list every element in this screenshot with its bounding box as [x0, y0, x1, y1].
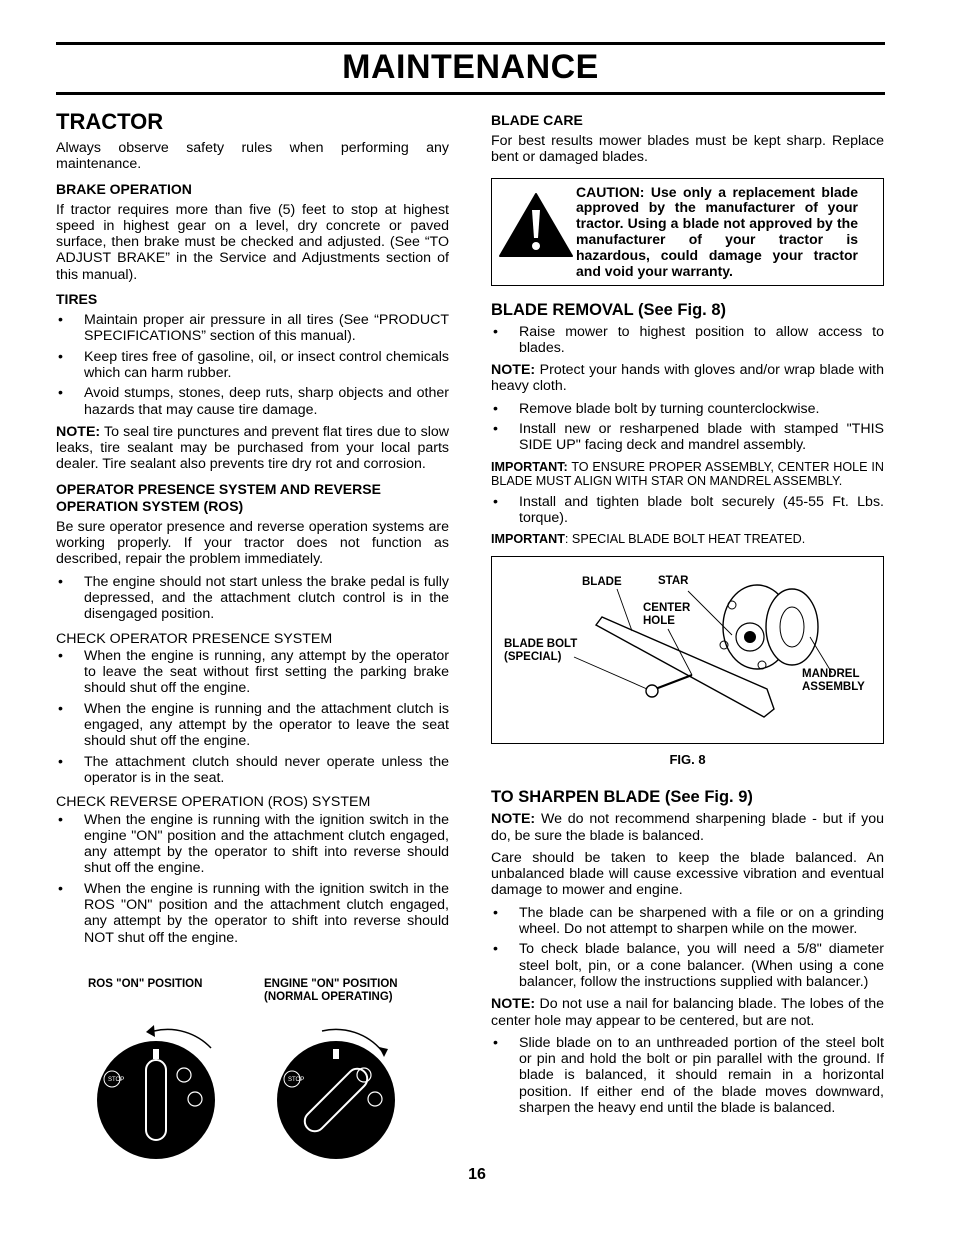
list-item: • Remove blade bolt by turning counterclockwise. [491, 401, 884, 417]
sharpen-note-2 [491, 996, 884, 1029]
left-column [56, 110, 449, 952]
sharpen-text: Care should be taken to keep the blade balanced. An unbalanced blade will cause excessive vibration and eventual damage to mower and engine. [491, 849, 884, 899]
list-item: • To check blade balance, you will need a 5/8" diameter steel bolt, pin, or a cone balancer. (When using a cone balancer, follow the instructions supplied with balancer.) [491, 941, 884, 990]
arrow-head-icon [146, 1025, 155, 1037]
arrow-head-icon [379, 1047, 388, 1057]
list-item: • Avoid stumps, stones, deep ruts, sharp objects and other hazards that may cause tire damage. [56, 385, 449, 418]
list-item: • The engine should not start unless the brake pedal is fully depressed, and the attachment clutch control is in the disengaged position. [56, 574, 449, 623]
ros-marker-icon [333, 1049, 339, 1059]
removal-list-3 [491, 494, 884, 527]
caution-text: CAUTION: Use only a replacement blade approved by the manufacturer of your tractor. Using a blade not approved by the manufacturer of your tractor is hazardous, could damage your tractor and void your warranty. [576, 183, 858, 279]
note-text: Do not use a nail for balancing blade. The lobes of the center hole may appear to be centered, but are not. [491, 996, 884, 1029]
list-item: • When the engine is running, any attempt by the operator to leave the seat without first setting the parking brake should shut off the engine. [56, 648, 449, 697]
note-label: NOTE: [491, 362, 536, 379]
page-title: MAINTENANCE [342, 48, 599, 86]
sharpen-heading: TO SHARPEN BLADE (See Fig. 9) [491, 788, 753, 807]
ros-marker-icon [153, 1049, 159, 1059]
list-item: • Raise mower to highest position to allow access to blades. [491, 324, 884, 357]
removal-list-1 [491, 324, 884, 357]
engine-on-caption-line1: ENGINE "ON" POSITION [264, 978, 398, 990]
list-item: • When the engine is running with the ignition switch in the engine "ON" position and the attachment clutch engaged, any attempt by the operator to shift into reverse should shut off the engine. [56, 812, 449, 877]
top-rule [56, 42, 885, 45]
warning-triangle-icon [498, 192, 574, 258]
presence-list [56, 648, 449, 786]
list-item: • When the engine is running with the ignition switch in the ROS "ON" position and the attachment clutch engaged, any attempt by the operator to shift into reverse should NOT shut off the engine. [56, 881, 449, 946]
brake-text: If tractor requires more than five (5) feet to stop at highest speed in highest gear on a level, dry concrete or paved surface, then brake must be checked and adjusted. (See “TO ADJUST BRAKE” in the Service and Adjustments section of this manual). [56, 201, 449, 283]
important-note-1 [491, 460, 884, 488]
important-label: IMPORTANT [491, 532, 565, 547]
tires-note [56, 424, 449, 473]
figure-8-box [491, 556, 884, 744]
important-note-2 [491, 532, 884, 546]
stop-label: STOP [288, 1077, 305, 1083]
note-text: Protect your hands with gloves and/or wrap blade with heavy cloth. [491, 362, 884, 395]
note-label: NOTE: [491, 996, 536, 1013]
important-label: IMPORTANT: [491, 459, 568, 474]
list-item: • The attachment clutch should never operate unless the operator is in the seat. [56, 754, 449, 787]
list-item: • Slide blade on to an unthreaded portion of the steel bolt or pin and hold the bolt or pin parallel with the ground. If blade is balanced, it should remain in a horizontal position. If either end of the blade moves downward, sharpen the heavy end until the blade is balanced. [491, 1035, 884, 1116]
title-rule [56, 92, 885, 95]
ops-text: Be sure operator presence and reverse operation systems are working properly. If your tractor does not function as described, repair the problem immediately. [56, 518, 449, 568]
sharpen-list-2 [491, 1035, 884, 1116]
note-text: We do not recommend sharpening blade - but if you do, be sure the blade is balanced. [491, 811, 884, 844]
stop-label: STOP [108, 1077, 125, 1083]
ros-list [56, 812, 449, 946]
sharpen-list-1 [491, 905, 884, 990]
brake-heading: BRAKE OPERATION [56, 180, 192, 197]
tires-list [56, 312, 449, 418]
ignition-switch-figure [56, 975, 449, 1165]
label-bolt-line2: (SPECIAL) [504, 650, 562, 663]
removal-list-2 [491, 401, 884, 454]
right-column [491, 112, 884, 1122]
sharpen-note-1 [491, 811, 884, 844]
note-text: To seal tire punctures and prevent flat tires due to slow leaks, tire sealant may be purchased from your local parts dealer. Tire sealant also prevents tire dry rot and corrosion. [56, 423, 449, 473]
list-item: • Install and tighten blade bolt securely (45-55 Ft. Lbs. torque). [491, 494, 884, 527]
label-center-line2: HOLE [643, 614, 675, 627]
label-blade: BLADE [582, 576, 622, 589]
label-star: STAR [658, 575, 689, 588]
tires-heading: TIRES [56, 291, 98, 308]
blade-removal-heading: BLADE REMOVAL (See Fig. 8) [491, 300, 726, 319]
note-label: NOTE: [56, 423, 101, 440]
note-label: NOTE: [491, 811, 536, 828]
label-center-line1: CENTER [643, 602, 691, 615]
ops-list [56, 574, 449, 623]
list-item: • Install new or resharpened blade with stamped "THIS SIDE UP" facing deck and mandrel assembly. [491, 421, 884, 454]
label-mandrel-assembly [802, 668, 865, 693]
important-text: : SPECIAL BLADE BOLT HEAT TREATED. [564, 532, 806, 547]
figure-caption: FIG. 8 [669, 752, 706, 768]
ops-heading: OPERATOR PRESENCE SYSTEM AND REVERSE OPERATION SYSTEM (ROS) [56, 480, 381, 514]
engine-on-caption-line2: (NORMAL OPERATING) [264, 991, 393, 1003]
caution-box [491, 178, 884, 286]
page-number: 16 [468, 1166, 486, 1183]
label-center-hole [643, 602, 690, 627]
section-heading-tractor: TRACTOR [56, 109, 164, 134]
ros-heading: CHECK REVERSE OPERATION (ROS) SYSTEM [56, 794, 371, 811]
important-text: TO ENSURE PROPER ASSEMBLY, CENTER HOLE IN BLADE MUST ALIGN WITH STAR ON MANDREL ASSEMBLY. [491, 459, 884, 488]
ros-on-caption: ROS "ON" POSITION [88, 978, 203, 990]
list-item: • Keep tires free of gasoline, oil, or insect control chemicals which can harm rubber. [56, 349, 449, 382]
label-mandrel-line1: MANDREL [802, 668, 860, 681]
engine-on-caption [264, 978, 398, 1004]
label-blade-bolt [504, 638, 577, 663]
blade-care-heading: BLADE CARE [491, 112, 583, 128]
presence-heading: CHECK OPERATOR PRESENCE SYSTEM [56, 630, 333, 647]
label-bolt-line1: BLADE BOLT [504, 638, 578, 651]
blade-care-text: For best results mower blades must be kept sharp. Replace bent or damaged blades. [491, 133, 884, 166]
list-item: • Maintain proper air pressure in all tires (See “PRODUCT SPECIFICATIONS” section of this manual). [56, 312, 449, 345]
list-item: • When the engine is running and the attachment clutch is engaged, any attempt by the operator to leave the seat should shut off the engine. [56, 701, 449, 750]
removal-note [491, 362, 884, 395]
intro-text: Always observe safety rules when performing any maintenance. [56, 140, 449, 173]
label-mandrel-line2: ASSEMBLY [802, 680, 865, 693]
list-item: • The blade can be sharpened with a file or on a grinding wheel. Do not attempt to sharpen while on the mower. [491, 905, 884, 938]
pulley [766, 589, 818, 665]
